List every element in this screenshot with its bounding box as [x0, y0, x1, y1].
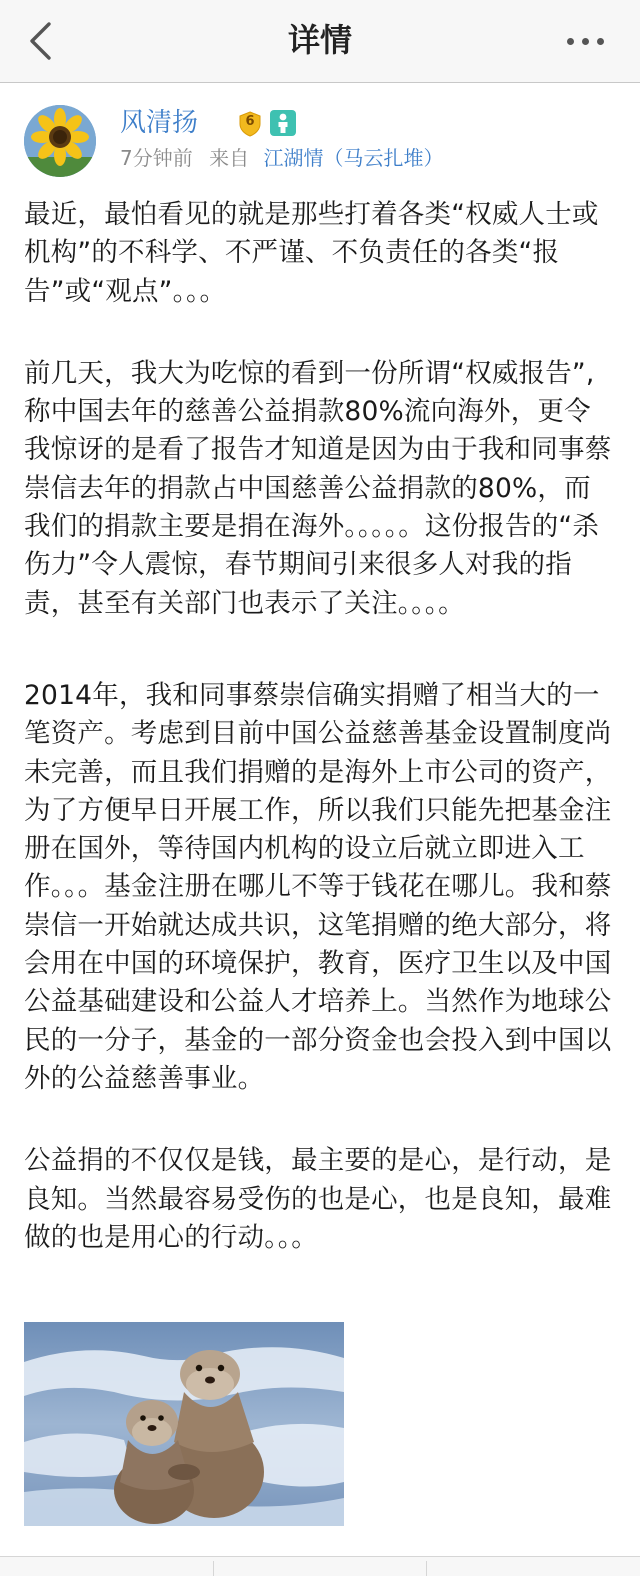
back-button[interactable]	[20, 18, 60, 64]
more-dots-icon	[567, 38, 574, 45]
level-badge	[238, 111, 262, 137]
post-paragraph: 最近，最怕看见的就是那些打着各类“权威人士或机构”的不科学、不严谨、不负责任的各类“报告”或“观点”。。。	[24, 199, 599, 307]
more-dot	[597, 38, 604, 45]
otters-photo	[24, 1322, 344, 1526]
post-paragraph: 2014年，我和同事蔡崇信确实捐赠了相当大的一笔资产。考虑到目前中国公益慈善基金设置制度尚未完善，而且我们捐赠的是海外上市公司的资产，为了方便早日开展工作，所以我们只能先把基金注册在国外，等待国内机构的设立后就立即进入工作。。。基金注册在哪儿不等于钱花在哪儿。我和蔡崇信一开始就达成共识，这笔捐赠的绝大部分，将会用在中国的环境保护，教育，医疗卫生以及中国公益基础建设和公益人才培养上。当然作为地球公民的一分子，基金的一部分资金也会投入到中国以外的公益慈善事业。	[24, 679, 612, 1094]
toolbar-divider	[426, 1561, 427, 1576]
nav-bar	[0, 0, 640, 83]
person-badge-icon	[270, 110, 296, 136]
page-title: 详情	[287, 21, 352, 59]
more-dot	[582, 38, 589, 45]
post-paragraph: 前几天，我大为吃惊的看到一份所谓“权威报告”,称中国去年的慈善公益捐款80%流向海外，更令我惊讶的是看了报告才知道是因为由于我和同事蔡崇信去年的捐款占中国慈善公益捐款的80%，而我们的捐款主要是捐在海外。。。。。这份报告的“杀伤力”令人震惊，春节期间引来很多人对我的指责，甚至有关部门也表示了关注。。。。	[24, 357, 612, 619]
post-image[interactable]	[24, 1322, 344, 1526]
bottom-action-bar	[0, 1556, 640, 1576]
author-header	[24, 103, 624, 183]
sunflower-avatar-icon	[24, 105, 96, 177]
post-meta	[120, 143, 443, 173]
toolbar-divider	[213, 1561, 214, 1576]
author-name[interactable]: 风清扬	[120, 108, 199, 138]
post-paragraph: 公益捐的不仅仅是钱，最主要的是心，是行动，是良知。当然最容易受伤的也是心，也是良知，最难做的也是用心的行动。。。	[24, 1145, 612, 1253]
post-content	[24, 196, 616, 1301]
post-time: 7分钟前	[120, 146, 193, 170]
source-link[interactable]: 江湖情（马云扎堆）	[263, 146, 444, 170]
level-number: 6	[245, 114, 255, 129]
from-label: 来自	[209, 146, 250, 170]
more-button[interactable]	[550, 22, 620, 60]
avatar[interactable]	[24, 105, 96, 177]
chevron-left-icon	[27, 21, 53, 61]
vip-badge	[270, 110, 296, 136]
